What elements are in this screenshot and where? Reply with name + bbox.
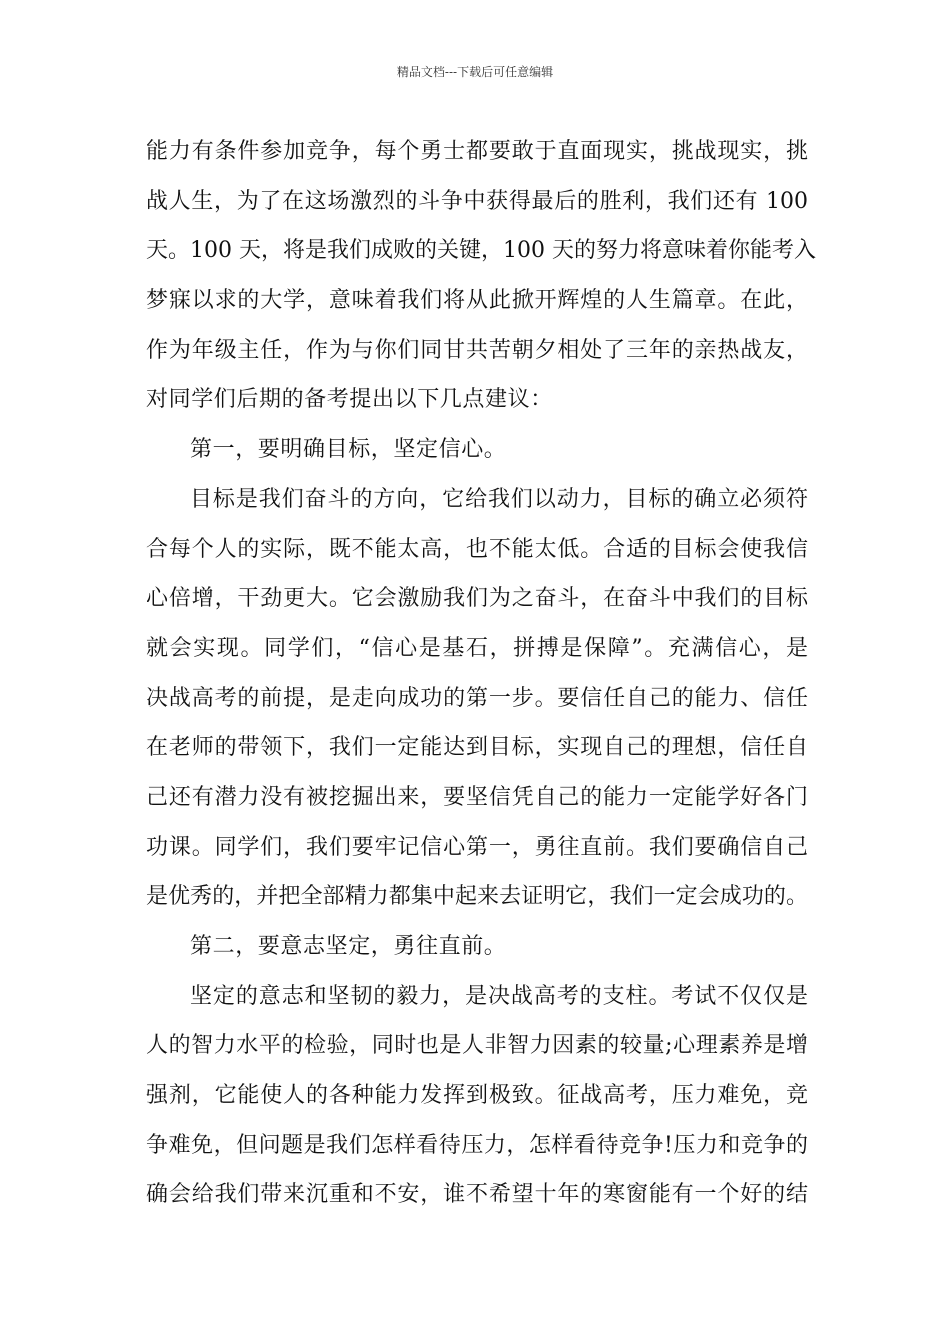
text-line: 对同学们后期的备考提出以下几点建议： xyxy=(146,387,553,413)
text-line: 在老师的带领下，我们一定能达到目标，实现自己的理想，信任自 xyxy=(146,735,808,761)
text-line: 是优秀的，并把全部精力都集中起来去证明它，我们一定会成功的。 xyxy=(146,884,808,910)
text-line: 坚定的意志和坚韧的毅力，是决战高考的支柱。考试不仅仅是 xyxy=(190,983,808,1009)
text-line: 确会给我们带来沉重和不安，谁不希望十年的寒窗能有一个好的结 xyxy=(146,1182,808,1208)
text-line: 天。100 天，将是我们成败的关键，100 天的努力将意味着你能考入 xyxy=(146,238,816,264)
text-line: 决战高考的前提，是走向成功的第一步。要信任自己的能力、信任 xyxy=(146,685,808,711)
text-line: 争难免，但问题是我们怎样看待压力，怎样看待竞争!压力和竞争的 xyxy=(146,1132,808,1158)
text-line: 心倍增，干劲更大。它会激励我们为之奋斗，在奋斗中我们的目标 xyxy=(146,586,808,612)
text-line: 己还有潜力没有被挖掘出来，要坚信凭自己的能力一定能学好各门 xyxy=(146,784,808,810)
text-line: 人的智力水平的检验，同时也是人非智力因素的较量;心理素养是增 xyxy=(146,1033,808,1059)
text-line: 目标是我们奋斗的方向，它给我们以动力，目标的确立必须符 xyxy=(190,486,808,512)
section-heading: 第二，要意志坚定，勇往直前。 xyxy=(190,934,507,959)
text-line: 合每个人的实际，既不能太高，也不能太低。合适的目标会使我信 xyxy=(146,536,808,562)
text-line: 梦寐以求的大学，意味着我们将从此掀开辉煌的人生篇章。在此， xyxy=(146,288,808,314)
section-heading: 第一，要明确目标，坚定信心。 xyxy=(190,437,507,463)
text-line: 作为年级主任，作为与你们同甘共苦朝夕相处了三年的亲热战友， xyxy=(146,337,808,363)
text-line: 能力有条件参加竞争，每个勇士都要敢于直面现实，挑战现实，挑 xyxy=(146,139,808,164)
page-header: 精品文档---下载后可任意编辑 xyxy=(396,65,554,79)
text-line: 就会实现。同学们，“信心是基石，拼搏是保障”。充满信心，是 xyxy=(146,635,808,661)
text-line: 战人生，为了在这场激烈的斗争中获得最后的胜利，我们还有 100 xyxy=(146,188,808,214)
text-line: 强剂，它能使人的各种能力发挥到极致。征战高考，压力难免，竞 xyxy=(146,1083,808,1109)
text-line: 功课。同学们，我们要牢记信心第一，勇往直前。我们要确信自己 xyxy=(146,834,808,860)
document-body xyxy=(146,127,816,1220)
